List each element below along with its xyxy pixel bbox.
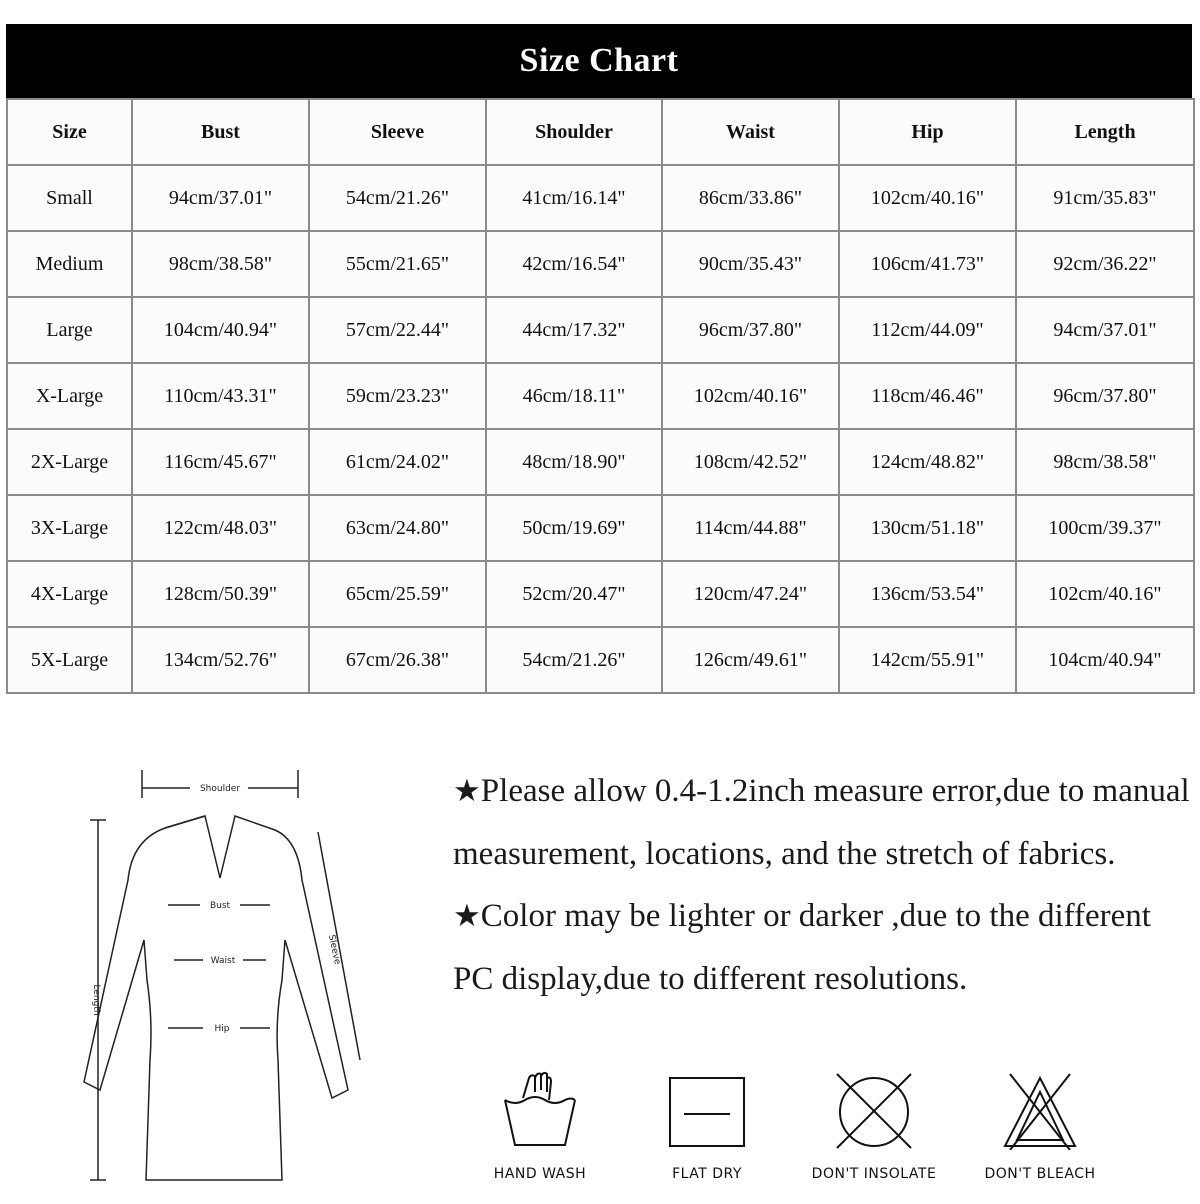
measurement-cell: 90cm/35.43"	[662, 231, 839, 297]
measurement-cell: 50cm/19.69"	[486, 495, 662, 561]
waist-label: Waist	[210, 956, 236, 966]
measurement-cell: 41cm/16.14"	[486, 165, 662, 231]
measurement-cell: 42cm/16.54"	[486, 231, 662, 297]
shoulder-label: Shoulder	[199, 784, 241, 794]
size-table	[6, 98, 1195, 694]
measurement-cell: 54cm/21.26"	[486, 627, 662, 693]
care-flat-dry: FLAT DRY	[637, 1070, 777, 1182]
measurement-cell: 61cm/24.02"	[309, 429, 486, 495]
measurement-cell: 94cm/37.01"	[132, 165, 309, 231]
size-cell: 2X-Large	[7, 429, 132, 495]
measurement-cell: 104cm/40.94"	[132, 297, 309, 363]
measurement-cell: 112cm/44.09"	[839, 297, 1016, 363]
measurement-cell: 116cm/45.67"	[132, 429, 309, 495]
size-cell: Large	[7, 297, 132, 363]
column-header-shoulder: Shoulder	[486, 99, 662, 165]
care-do-not-bleach: DON'T BLEACH	[970, 1070, 1110, 1182]
measurement-cell: 126cm/49.61"	[662, 627, 839, 693]
table-row	[7, 627, 1194, 693]
note-color: ★Color may be lighter or darker ,due to the different PC display,due to different resolutions.	[453, 898, 1151, 997]
measurement-cell: 128cm/50.39"	[132, 561, 309, 627]
measurement-cell: 91cm/35.83"	[1016, 165, 1194, 231]
measurement-cell: 65cm/25.59"	[309, 561, 486, 627]
column-header-hip: Hip	[839, 99, 1016, 165]
measurement-cell: 108cm/42.52"	[662, 429, 839, 495]
table-row	[7, 165, 1194, 231]
table-row	[7, 297, 1194, 363]
column-header-waist: Waist	[662, 99, 839, 165]
measurement-cell: 48cm/18.90"	[486, 429, 662, 495]
star-icon: ★	[453, 898, 481, 933]
measurement-cell: 96cm/37.80"	[662, 297, 839, 363]
notes	[453, 760, 1193, 1010]
measurement-cell: 142cm/55.91"	[839, 627, 1016, 693]
size-cell: Small	[7, 165, 132, 231]
note-measure-error: ★Please allow 0.4-1.2inch measure error,due to manual measurement, locations, and the stretch of fabrics.	[453, 773, 1190, 872]
column-header-length: Length	[1016, 99, 1194, 165]
measurement-cell: 98cm/38.58"	[132, 231, 309, 297]
measurement-cell: 94cm/37.01"	[1016, 297, 1194, 363]
column-header-size: Size	[7, 99, 132, 165]
care-instructions	[470, 1070, 1150, 1200]
measurement-cell: 102cm/40.16"	[1016, 561, 1194, 627]
measurement-cell: 63cm/24.80"	[309, 495, 486, 561]
measurement-cell: 114cm/44.88"	[662, 495, 839, 561]
table-row	[7, 495, 1194, 561]
measurement-cell: 100cm/39.37"	[1016, 495, 1194, 561]
flat-dry-icon	[662, 1070, 752, 1150]
column-header-bust: Bust	[132, 99, 309, 165]
measurement-cell: 122cm/48.03"	[132, 495, 309, 561]
measurement-cell: 102cm/40.16"	[839, 165, 1016, 231]
size-cell: 5X-Large	[7, 627, 132, 693]
table-header-row	[7, 99, 1194, 165]
measurement-cell: 44cm/17.32"	[486, 297, 662, 363]
table-row	[7, 231, 1194, 297]
measurement-cell: 59cm/23.23"	[309, 363, 486, 429]
measurement-cell: 67cm/26.38"	[309, 627, 486, 693]
table-body	[7, 165, 1194, 693]
measurement-cell: 102cm/40.16"	[662, 363, 839, 429]
length-label: Length	[91, 984, 101, 1016]
size-cell: 3X-Large	[7, 495, 132, 561]
table-row	[7, 363, 1194, 429]
dress-outline-icon	[70, 760, 370, 1200]
measurement-cell: 96cm/37.80"	[1016, 363, 1194, 429]
column-header-sleeve: Sleeve	[309, 99, 486, 165]
hand-wash-icon	[495, 1070, 585, 1150]
measurement-cell: 120cm/47.24"	[662, 561, 839, 627]
measurement-cell: 136cm/53.54"	[839, 561, 1016, 627]
table-row	[7, 429, 1194, 495]
hip-label: Hip	[214, 1024, 230, 1034]
garment-diagram	[70, 760, 370, 1200]
measurement-cell: 92cm/36.22"	[1016, 231, 1194, 297]
size-chart-title: Size Chart	[6, 24, 1192, 98]
do-not-tumble-dry-icon	[829, 1070, 919, 1150]
measurement-cell: 98cm/38.58"	[1016, 429, 1194, 495]
measurement-cell: 46cm/18.11"	[486, 363, 662, 429]
size-cell: Medium	[7, 231, 132, 297]
measurement-cell: 124cm/48.82"	[839, 429, 1016, 495]
measurement-cell: 134cm/52.76"	[132, 627, 309, 693]
do-not-bleach-icon	[995, 1070, 1085, 1150]
care-hand-wash: HAND WASH	[470, 1070, 610, 1182]
table-row	[7, 561, 1194, 627]
measurement-cell: 57cm/22.44"	[309, 297, 486, 363]
size-cell: X-Large	[7, 363, 132, 429]
size-cell: 4X-Large	[7, 561, 132, 627]
measurement-cell: 52cm/20.47"	[486, 561, 662, 627]
measurement-cell: 104cm/40.94"	[1016, 627, 1194, 693]
measurement-cell: 110cm/43.31"	[132, 363, 309, 429]
sleeve-label: Sleeve	[325, 933, 342, 966]
star-icon: ★	[453, 773, 481, 808]
measurement-cell: 130cm/51.18"	[839, 495, 1016, 561]
measurement-cell: 55cm/21.65"	[309, 231, 486, 297]
bust-label: Bust	[209, 901, 231, 911]
measurement-cell: 86cm/33.86"	[662, 165, 839, 231]
measurement-cell: 118cm/46.46"	[839, 363, 1016, 429]
measurement-cell: 54cm/21.26"	[309, 165, 486, 231]
measurement-cell: 106cm/41.73"	[839, 231, 1016, 297]
care-do-not-insolate: DON'T INSOLATE	[804, 1070, 944, 1182]
